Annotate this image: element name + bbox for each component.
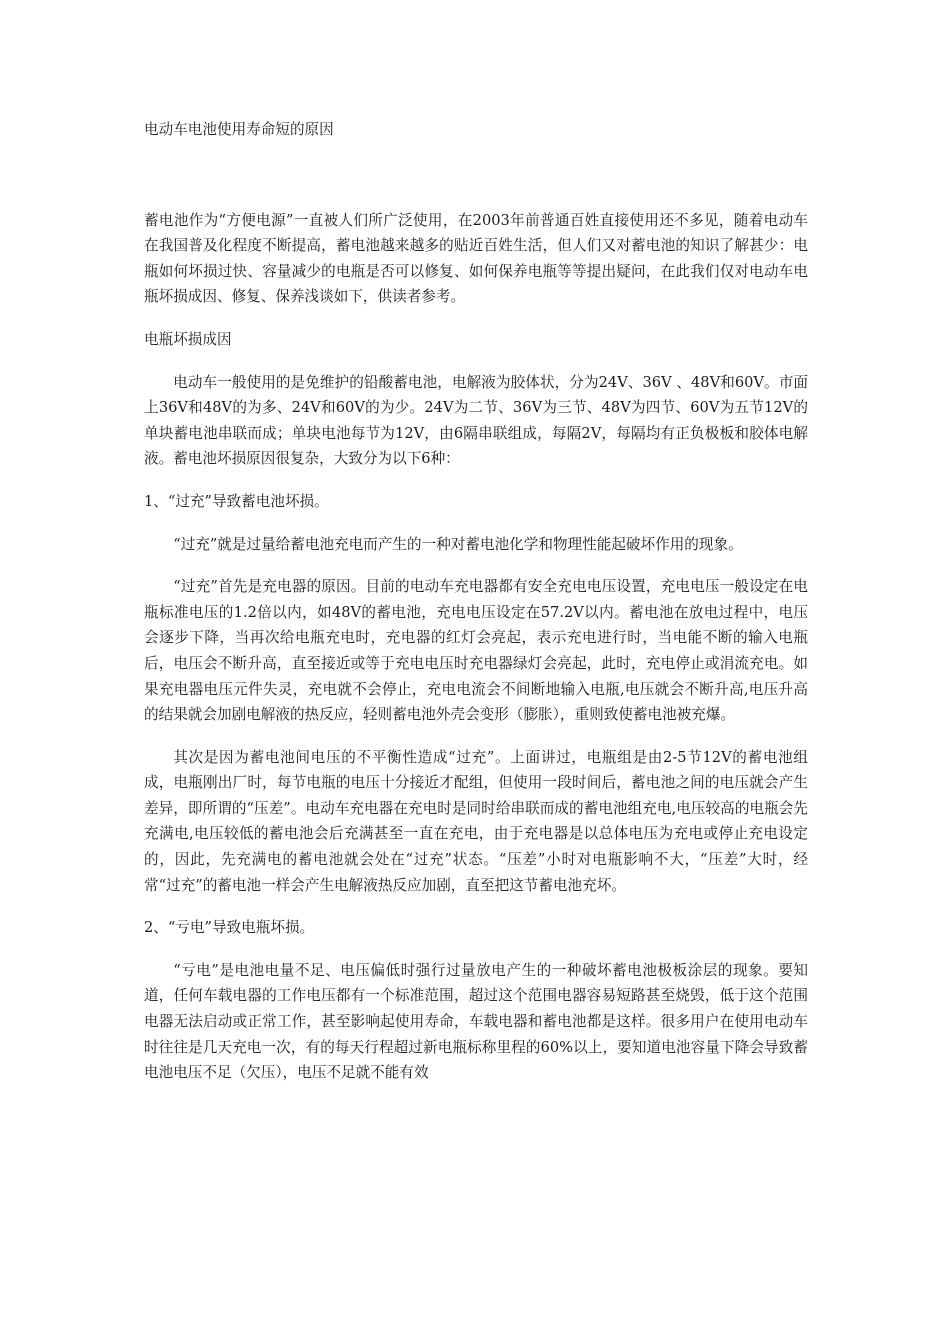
cause1-paragraph-2: “过充”首先是充电器的原因。目前的电动车充电器都有安全充电电压设置，充电电压一般设定在电瓶标准电压的1.2倍以内，如48V的蓄电池，充电电压设定在57.2V以内。蓄电池在放电过程中，电压会逐步下降，当再次给电瓶充电时，充电器的红灯会亮起，表示充电进行时，当电能不断的输入电瓶后，电压会不断升高，直至接近或等于充电电压时充电器绿灯会亮起，此时，充电停止或涓流充电。如果充电器电压元件失灵，充电就不会停止，充电电流会不间断地输入电瓶,电压就会不断升高,电压升高的结果就会加剧电解液的热反应，轻则蓄电池外壳会变形（膨胀），重则致使蓄电池被充爆。: [144, 578, 808, 724]
document-title: 电动车电池使用寿命短的原因: [144, 121, 334, 138]
cause2-paragraph-1: “亏电”是电池电量不足、电压偏低时强行过量放电产生的一种破坏蓄电池极板涂层的现象。要知道，任何车载电器的工作电压都有一个标准范围，超过这个范围电器容易短路甚至烧毁，低于这个范围电器无法启动或正常工作，甚至影响起使用寿命，车载电器和蓄电池都是这样。很多用户在使用电动车时往往是几天充电一次，有的每天行程超过新电瓶标称里程的60%以上，要知道电池容量下降会导致蓄电池电压不足（欠压），电压不足就不能有效: [144, 961, 808, 1082]
cause1-heading: 1、“过充”导致蓄电池坏损。: [144, 492, 329, 510]
cause1-paragraph-3: 其次是因为蓄电池间电压的不平衡性造成“过充”。上面讲过，电瓶组是由2-5节12V的蓄电池组成，电瓶刚出厂时，每节电瓶的电压十分接近才配组，但使用一段时间后，蓄电池之间的电压就会产生差异，即所谓的“压差”。电动车充电器在充电时是同时给串联而成的蓄电池组充电,电压较高的电瓶会先充满电,电压较低的蓄电池会后充满甚至一直在充电，由于充电器是以总体电压为充电或停止充电设定的，因此，先充满电的蓄电池就会处在“过充”状态。“压差”小时对电瓶影响不大，“压差”大时，经常“过充”的蓄电池一样会产生电解液热反应加剧，直至把这节蓄电池充坏。: [144, 748, 808, 894]
cause1-paragraph-1: “过充”就是过量给蓄电池充电而产生的一种对蓄电池化学和物理性能起破坏作用的现象。: [173, 535, 743, 553]
intro-paragraph: 蓄电池作为“方便电源”一直被人们所广泛使用，在2003年前普通百姓直接使用还不多见，随着电动车在我国普及化程度不断提高，蓄电池越来越多的贴近百姓生活，但人们又对蓄电池的知识了解甚少：电瓶如何坏损过快、容量减少的电瓶是否可以修复、如何保养电瓶等等提出疑问，在此我们仅对电动车电瓶坏损成因、修复、保养浅谈如下，供读者参考。: [144, 211, 808, 306]
section-paragraph: 电动车一般使用的是免维护的铅酸蓄电池，电解液为胶体状，分为24V、36V 、48V和60V。市面上36V和48V的为多、24V和60V的为少。24V为二节、36V为三节、48V为四节、60V为五节12V的单块蓄电池串联而成；单块电池每节为12V，由6隔串联组成，每隔2V，每隔均有正负极板和胶体电解液。蓄电池坏损原因很复杂，大致分为以下6种：: [144, 373, 808, 468]
document-body: [144, 117, 808, 1086]
cause2-heading: 2、“亏电”导致电瓶坏损。: [144, 919, 315, 937]
section-heading: 电瓶坏损成因: [144, 330, 232, 348]
